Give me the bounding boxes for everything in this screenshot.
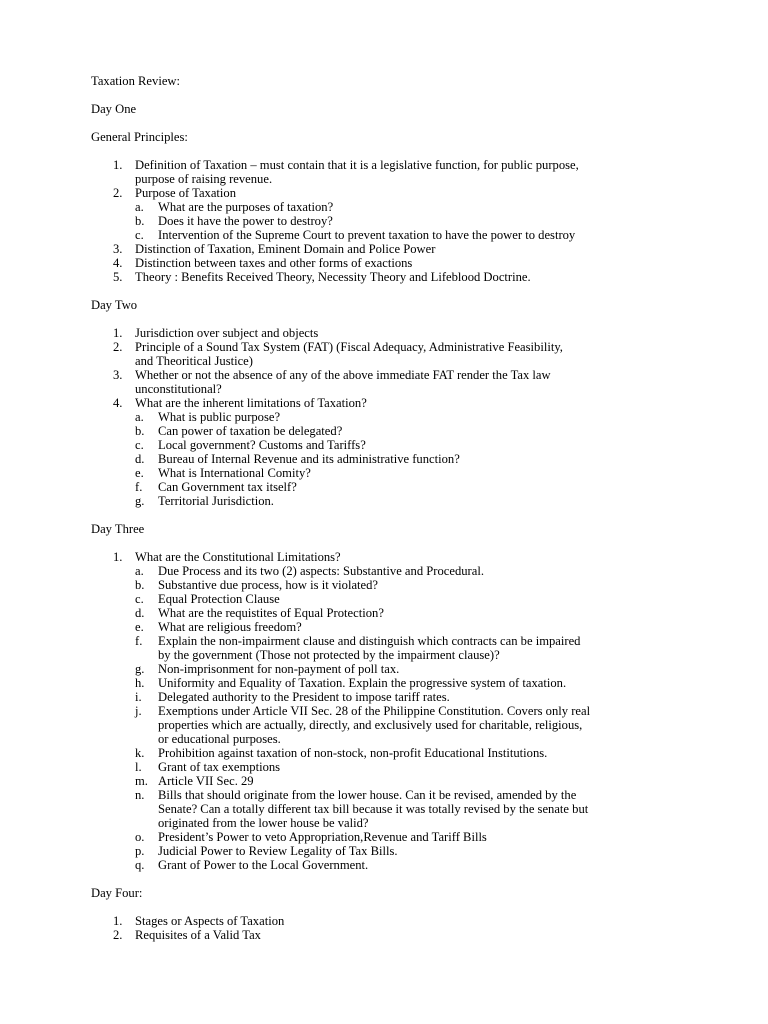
item-number: 2. [113, 340, 123, 354]
sub-item-text: properties which are actually, directly, and exclusively used for charitable, religious, [158, 718, 583, 732]
sub-item [91, 704, 691, 746]
list-item [91, 914, 691, 928]
sub-item-letter: a. [135, 200, 144, 214]
sub-item-text: Delegated authority to the President to impose tariff rates. [158, 690, 450, 704]
list-item [91, 326, 691, 340]
sub-item [91, 662, 691, 676]
sub-item-letter: f. [135, 480, 143, 494]
sub-item-letter: b. [135, 578, 145, 592]
item-number: 1. [113, 158, 123, 172]
day-list [91, 158, 691, 284]
sub-item-letter: a. [135, 564, 144, 578]
item-number: 5. [113, 270, 123, 284]
item-text: and Theoritical Justice) [135, 354, 253, 368]
list-item [91, 340, 691, 368]
sub-item [91, 452, 691, 466]
sub-item-letter: b. [135, 214, 145, 228]
sub-item [91, 620, 691, 634]
sub-item-text: What are the requistites of Equal Protection? [158, 606, 384, 620]
sub-item-text: Article VII Sec. 29 [158, 774, 254, 788]
sub-item-text: Substantive due process, how is it violated? [158, 578, 379, 592]
sub-item-text: What is public purpose? [158, 410, 281, 424]
sub-item-text: Non-imprisonment for non-payment of poll tax. [158, 662, 400, 676]
day-list [91, 550, 691, 872]
item-text: Whether or not the absence of any of the above immediate FAT render the Tax law [135, 368, 551, 382]
sub-item-text: Judicial Power to Review Legality of Tax Bills. [158, 844, 398, 858]
sub-item-text: What are the purposes of taxation? [158, 200, 334, 214]
sub-item [91, 410, 691, 424]
sub-item-letter: e. [135, 466, 144, 480]
sub-item-letter: q. [135, 858, 145, 872]
item-number: 4. [113, 396, 123, 410]
sub-item-letter: c. [135, 438, 144, 452]
sub-item-letter: n. [135, 788, 145, 802]
sub-item [91, 424, 691, 438]
sub-item-letter: o. [135, 830, 145, 844]
sub-item [91, 844, 691, 858]
sub-item-text: Local government? Customs and Tariffs? [158, 438, 366, 452]
sub-item [91, 746, 691, 760]
sub-item-text: President’s Power to veto Appropriation,Revenue and Tariff Bills [158, 830, 487, 844]
sub-item [91, 676, 691, 690]
sub-item-letter: l. [135, 760, 142, 774]
day-heading: Day Two [91, 298, 138, 312]
item-text: Distinction of Taxation, Eminent Domain and Police Power [135, 242, 436, 256]
item-text: Purpose of Taxation [135, 186, 237, 200]
sub-item-text: Can power of taxation be delegated? [158, 424, 343, 438]
sub-item-text: Grant of tax exemptions [158, 760, 281, 774]
list-item [91, 396, 691, 410]
list-item [91, 550, 691, 564]
sub-item-letter: p. [135, 844, 145, 858]
list-item [91, 270, 691, 284]
sub-item-text: What is International Comity? [158, 466, 311, 480]
item-text: Distinction between taxes and other forms of exactions [135, 256, 413, 270]
sub-item [91, 774, 691, 788]
sub-item-letter: b. [135, 424, 145, 438]
sub-item-text: or educational purposes. [158, 732, 281, 746]
sub-item-letter: a. [135, 410, 144, 424]
list-item [91, 368, 691, 396]
sub-item-text: Due Process and its two (2) aspects: Substantive and Procedural. [158, 564, 484, 578]
sub-item [91, 564, 691, 578]
section-subheading: General Principles: [91, 130, 188, 144]
sub-item-text: Explain the non-impairment clause and distinguish which contracts can be impaired [158, 634, 581, 648]
sub-item [91, 494, 691, 508]
item-number: 1. [113, 914, 123, 928]
item-text: purpose of raising revenue. [135, 172, 273, 186]
sub-item-letter: j. [135, 704, 142, 718]
item-text: What are the inherent limitations of Taxation? [135, 396, 367, 410]
sub-item [91, 788, 691, 830]
item-text: Principle of a Sound Tax System (FAT) (Fiscal Adequacy, Administrative Feasibility, [135, 340, 563, 354]
item-text: unconstitutional? [135, 382, 222, 396]
sub-item [91, 830, 691, 844]
sub-item-text: Senate? Can a totally different tax bill because it was totally revised by the senate but [158, 802, 589, 816]
sub-item [91, 634, 691, 662]
sub-item [91, 200, 691, 214]
sub-item-text: Does it have the power to destroy? [158, 214, 333, 228]
sub-item-letter: c. [135, 592, 144, 606]
list-item [91, 186, 691, 200]
sub-item-text: originated from the lower house be valid? [158, 816, 369, 830]
day-heading: Day One [91, 102, 137, 116]
list-item [91, 256, 691, 270]
sub-item-text: What are religious freedom? [158, 620, 302, 634]
sub-item-letter: g. [135, 662, 145, 676]
item-text: What are the Constitutional Limitations? [135, 550, 341, 564]
item-number: 4. [113, 256, 123, 270]
sub-item-text: Prohibition against taxation of non-stock, non-profit Educational Institutions. [158, 746, 548, 760]
sub-item [91, 578, 691, 592]
sub-item [91, 760, 691, 774]
sub-item-text: Uniformity and Equality of Taxation. Explain the progressive system of taxation. [158, 676, 567, 690]
sub-item-letter: c. [135, 228, 144, 242]
sub-item-letter: e. [135, 620, 144, 634]
sub-item [91, 480, 691, 494]
sub-item [91, 592, 691, 606]
item-text: Definition of Taxation – must contain that it is a legislative function, for public purpose, [135, 158, 579, 172]
item-text: Requisites of a Valid Tax [135, 928, 261, 942]
day-heading: Day Three [91, 522, 145, 536]
sub-item [91, 858, 691, 872]
sub-item-text: Intervention of the Supreme Court to prevent taxation to have the power to destroy [158, 228, 576, 242]
sub-item-letter: i. [135, 690, 142, 704]
sub-item-text: Bureau of Internal Revenue and its administrative function? [158, 452, 460, 466]
item-number: 3. [113, 368, 123, 382]
sub-item-text: by the government (Those not protected by the impairment clause)? [158, 648, 500, 662]
sub-item-letter: m. [135, 774, 148, 788]
item-number: 3. [113, 242, 123, 256]
sub-item-text: Exemptions under Article VII Sec. 28 of the Philippine Constitution. Covers only real [158, 704, 591, 718]
list-item [91, 928, 691, 942]
item-number: 2. [113, 186, 123, 200]
day-list [91, 326, 691, 508]
sub-item-letter: f. [135, 634, 143, 648]
list-item [91, 242, 691, 256]
sub-item-letter: h. [135, 676, 145, 690]
sub-item-text: Can Government tax itself? [158, 480, 297, 494]
sub-item-letter: k. [135, 746, 145, 760]
sub-item-letter: d. [135, 606, 145, 620]
sub-item-text: Equal Protection Clause [158, 592, 280, 606]
day-list [91, 914, 691, 942]
sub-item [91, 690, 691, 704]
sub-item [91, 466, 691, 480]
sub-item [91, 228, 691, 242]
list-item [91, 158, 691, 186]
sub-item-letter: g. [135, 494, 145, 508]
sub-item-text: Grant of Power to the Local Government. [158, 858, 369, 872]
item-number: 1. [113, 326, 123, 340]
item-number: 2. [113, 928, 123, 942]
day-heading: Day Four: [91, 886, 143, 900]
sub-item-text: Territorial Jurisdiction. [158, 494, 274, 508]
item-text: Stages or Aspects of Taxation [135, 914, 285, 928]
document-title: Taxation Review: [91, 74, 180, 88]
sub-item-letter: d. [135, 452, 145, 466]
sub-item [91, 606, 691, 620]
sub-item-text: Bills that should originate from the lower house. Can it be revised, amended by the [158, 788, 577, 802]
item-text: Jurisdiction over subject and objects [135, 326, 319, 340]
item-number: 1. [113, 550, 123, 564]
sub-item [91, 438, 691, 452]
item-text: Theory : Benefits Received Theory, Necessity Theory and Lifeblood Doctrine. [135, 270, 531, 284]
sub-item [91, 214, 691, 228]
